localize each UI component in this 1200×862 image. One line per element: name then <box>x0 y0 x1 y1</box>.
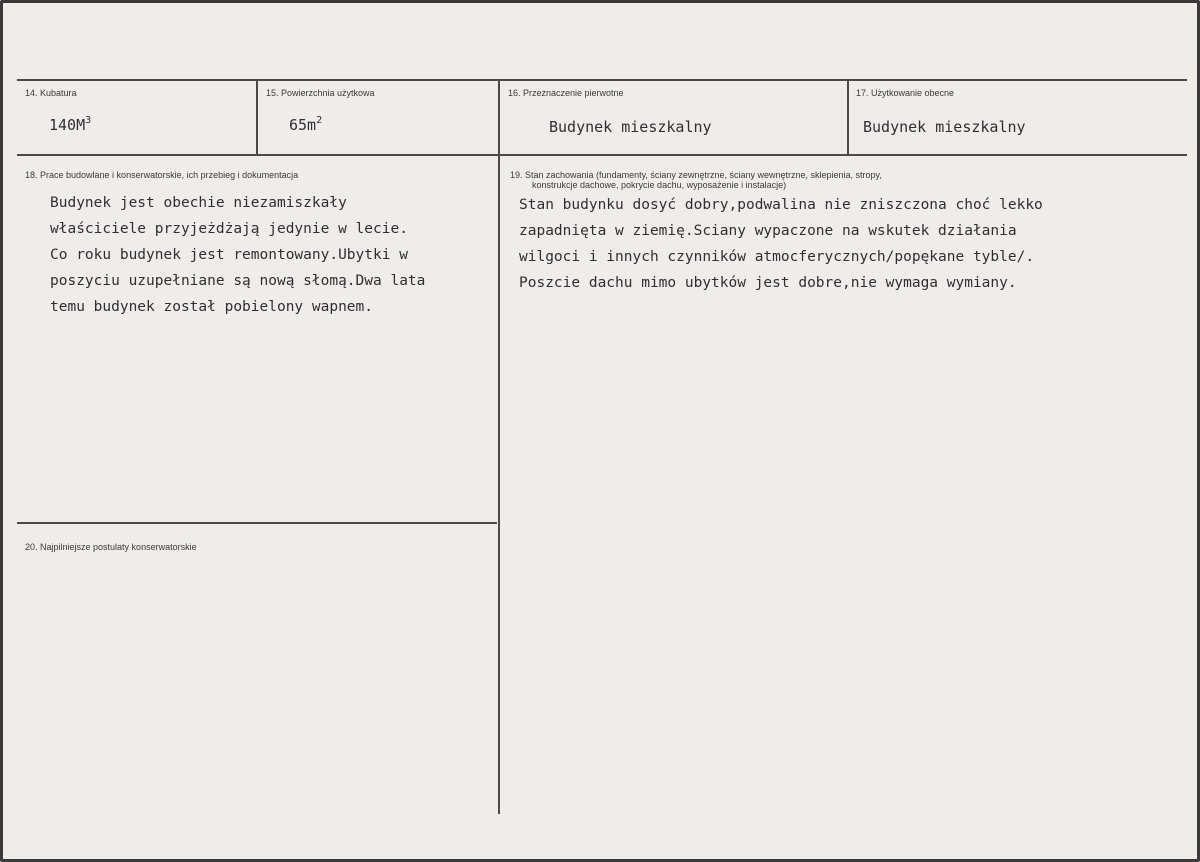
section-divider-left <box>17 522 497 524</box>
field-15-value <box>289 116 322 134</box>
field-18-line: temu budynek został pobielony wapnem. <box>50 299 374 315</box>
field-14-text: 140M <box>49 116 86 134</box>
field-19-line: Stan budynku dosyć dobry,podwalina nie zniszczona choć lekko <box>519 197 1043 213</box>
field-18-line: poszyciu uzupełniane są nową słomą.Dwa lata <box>50 273 426 289</box>
top-rule <box>17 79 1187 81</box>
field-19-label-line: 19. Stan zachowania (fundamenty, ściany zewnętrzne, ściany wewnętrzne, sklepienia, stropy, <box>510 170 882 180</box>
field-20-label: 20. Najpilniejsze postulaty konserwatorskie <box>25 542 197 552</box>
field-19-text <box>519 192 1043 296</box>
field-15-text: 65m <box>289 116 317 134</box>
field-17-value: Budynek mieszkalny <box>863 118 1026 136</box>
field-19-line: Poszcie dachu mimo ubytków jest dobre,nie wymaga wymiany. <box>519 275 1017 291</box>
field-19-line: zapadnięta w ziemię.Sciany wypaczone na wskutek działania <box>519 223 1017 239</box>
field-18-line: Budynek jest obechie niezamiszkały <box>50 195 347 211</box>
field-19-label <box>510 170 882 190</box>
field-15-label: 15. Powierzchnia użytkowa <box>266 88 375 98</box>
field-18-line: właściciele przyjeżdżają jedynie w lecie. <box>50 221 408 237</box>
field-17-label: 17. Użytkowanie obecne <box>856 88 955 98</box>
field-18-text <box>50 190 425 320</box>
field-16-label: 16. Przeznaczenie pierwotne <box>508 88 624 98</box>
field-16-value: Budynek mieszkalny <box>549 118 712 136</box>
field-18-line: Co roku budynek jest remontowany.Ubytki w <box>50 247 408 263</box>
field-19-label-line: konstrukcje dachowe, pokrycie dachu, wyposażenie i instalacje) <box>532 180 787 190</box>
field-14-value <box>49 116 91 134</box>
field-18-label: 18. Prace budowlane i konserwatorskie, ich przebieg i dokumentacja <box>25 170 299 180</box>
column-divider-3 <box>847 79 849 156</box>
row-divider <box>17 154 1187 156</box>
field-15-exponent: 2 <box>316 115 323 126</box>
field-19-line: wilgoci i innych czynników atmocferycznych/popękane tyble/. <box>519 249 1035 265</box>
field-14-label: 14. Kubatura <box>25 88 77 98</box>
column-divider-1 <box>256 79 258 156</box>
column-divider-2 <box>498 79 500 814</box>
field-14-exponent: 3 <box>85 115 92 126</box>
